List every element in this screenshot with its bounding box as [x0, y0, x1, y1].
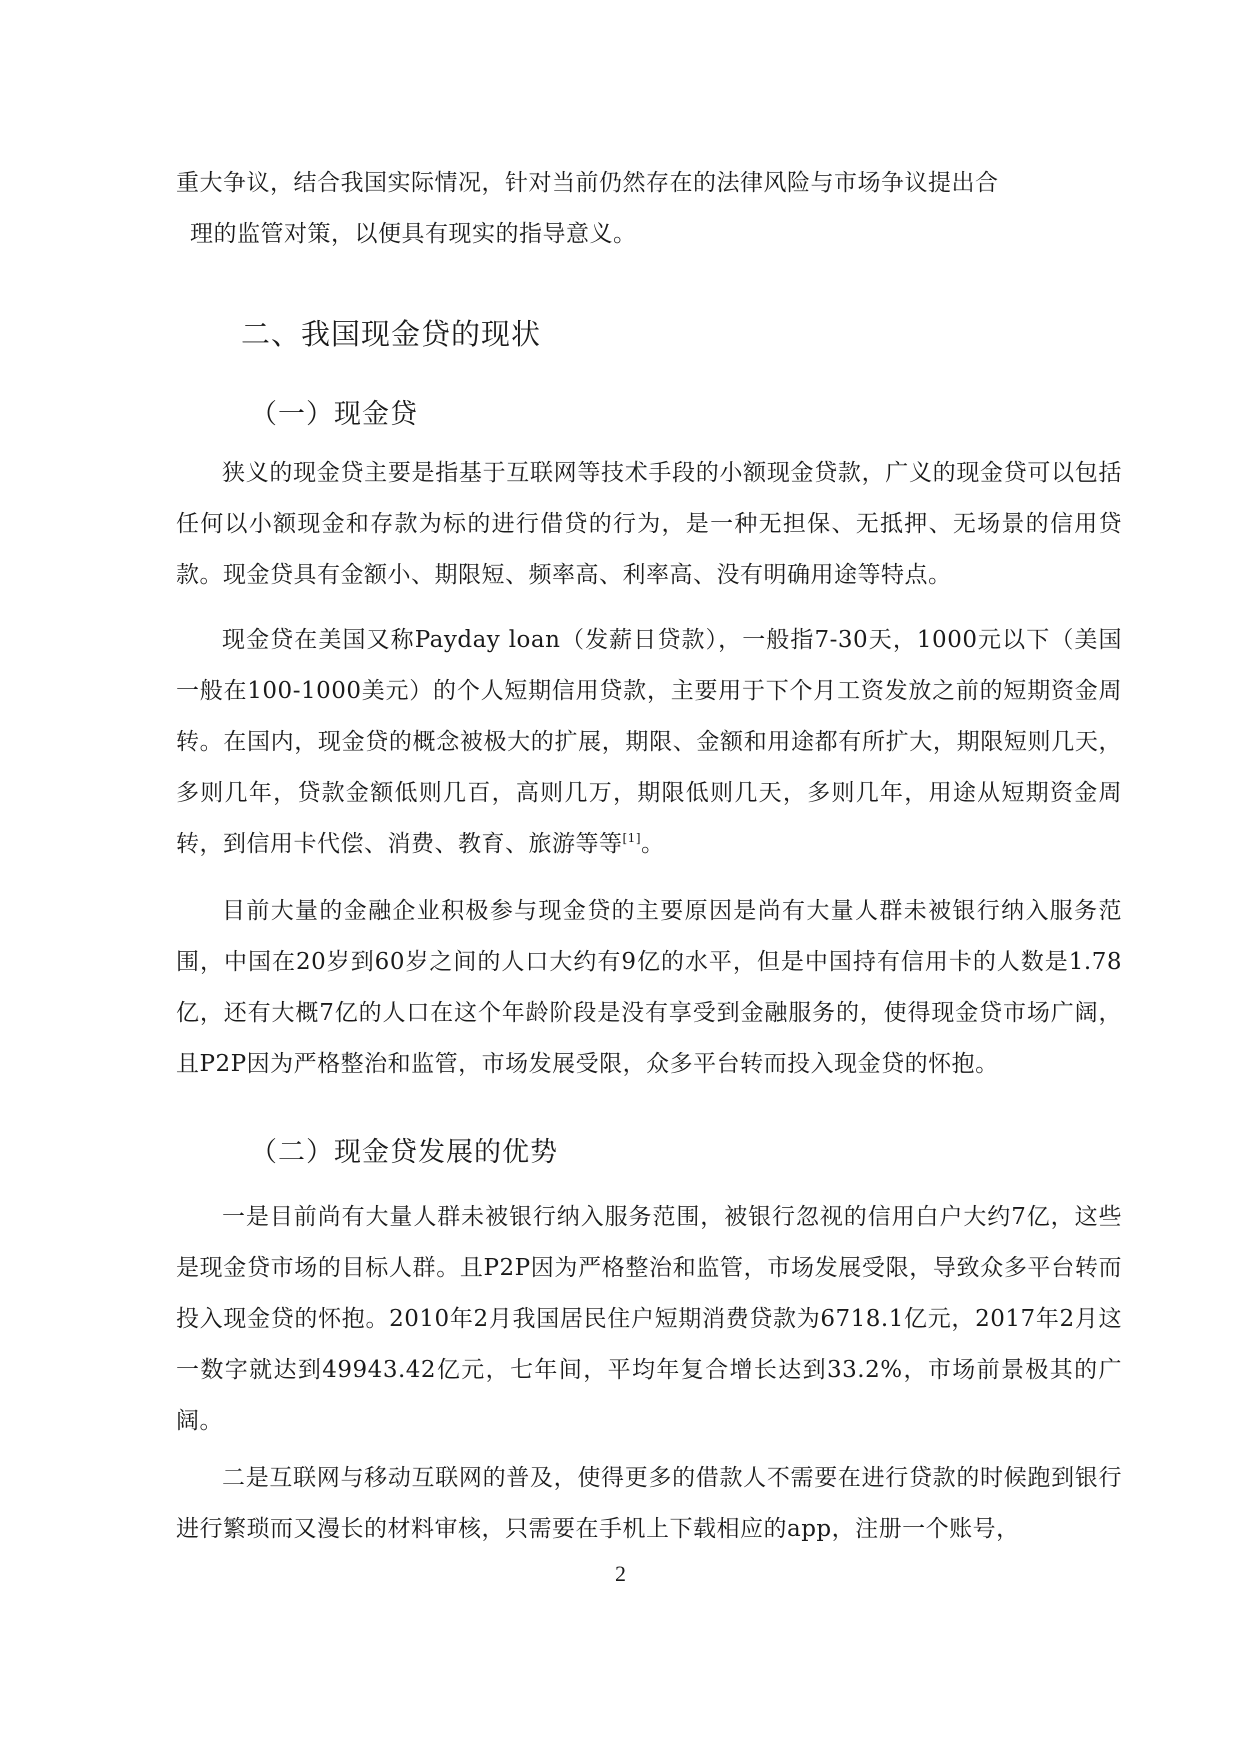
subsection-two-heading: （二）现金贷发展的优势 — [250, 1137, 558, 1168]
advantage-two-paragraph: 二是互联网与移动互联网的普及，使得更多的借款人不需要在进行贷款的时候跑到银行进行繁琐而又漫长的材料审核，只需要在手机上下载相应的app，注册一个账号， — [176, 1465, 1122, 1542]
citation-reference: [1] — [622, 831, 641, 845]
advantage-one-paragraph: 一是目前尚有大量人群未被银行纳入服务范围，被银行忽视的信用白户大约7亿，这些是现金贷市场的目标人群。且P2P因为严格整治和监管，市场发展受限，导致众多平台转而投入现金贷的怀抱。2010年2月我国居民住户短期消费贷款为6718.1亿元，2017年2月这一数字就达到49943.42亿元，七年间，平均年复合增长达到33.2%，市场前景极其的广阔。 — [176, 1204, 1122, 1434]
section-two-heading: 二、我国现金贷的现状 — [241, 317, 542, 351]
continuation-line-1: 重大争议，结合我国实际情况，针对当前仍然存在的法律风险与市场争议提出合 — [176, 170, 999, 196]
payday-loan-paragraph — [176, 615, 1122, 870]
page-number: 2 — [615, 1561, 626, 1586]
definition-paragraph: 狭义的现金贷主要是指基于互联网等技术手段的小额现金贷款，广义的现金贷可以包括任何以小额现金和存款为标的进行借贷的行为，是一种无担保、无抵押、无场景的信用贷款。现金贷具有金额小、期限短、频率高、利率高、没有明确用途等特点。 — [176, 460, 1122, 588]
subsection-one-heading: （一）现金贷 — [250, 399, 418, 430]
payday-loan-text: 现金贷在美国又称Payday loan（发薪日贷款），一般指7-30天，1000元以下（美国一般在100-1000美元）的个人短期信用贷款，主要用于下个月工资发放之前的短期资金周转。在国内，现金贷的概念被极大的扩展，期限、金额和用途都有所扩大，期限短则几天，多则几年，贷款金额低则几百，高则几万，期限低则几天，多则几年，用途从短期资金周转，到信用卡代偿、消费、教育、旅游等等 — [176, 627, 1122, 857]
payday-loan-end: 。 — [641, 831, 665, 857]
reasons-paragraph: 目前大量的金融企业积极参与现金贷的主要原因是尚有大量人群未被银行纳入服务范围，中国在20岁到60岁之间的人口大约有9亿的水平，但是中国持有信用卡的人数是1.78亿，还有大概7亿的人口在这个年龄阶段是没有享受到金融服务的，使得现金贷市场广阔，且P2P因为严格整治和监管，市场发展受限，众多平台转而投入现金贷的怀抱。 — [176, 898, 1122, 1077]
continuation-line-2: 理的监管对策，以便具有现实的指导意义。 — [190, 221, 637, 247]
page-body — [176, 158, 1122, 1555]
